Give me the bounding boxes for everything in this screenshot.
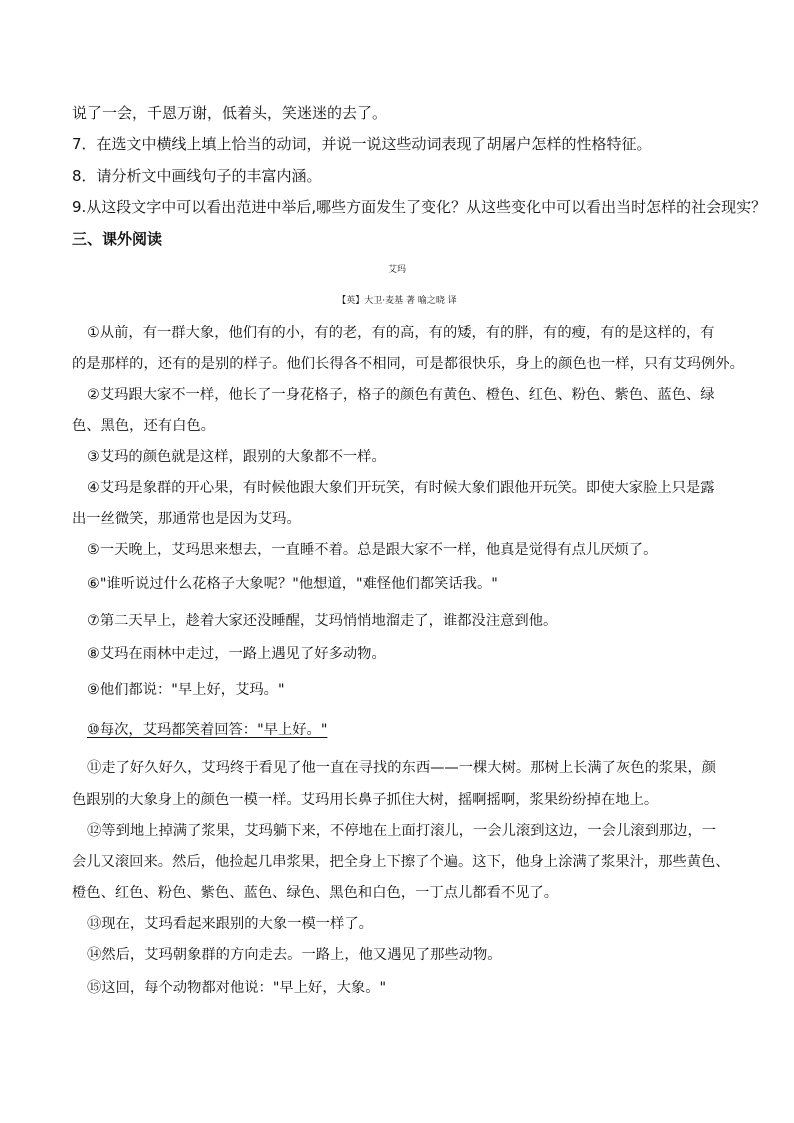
story-line: ③艾玛的颜色就是这样，跟别的大象都不一样。 — [87, 449, 386, 465]
underlined-sentence: ⑩每次，艾玛都笑着回答："早上好。" — [87, 722, 328, 738]
story-line: ⑫等到地上掉满了浆果，艾玛躺下来，不停地在上面打滚儿，一会儿滚到这边，一会儿滚到那边，一 — [87, 823, 717, 839]
story-line: 橙色、红色、粉色、紫色、蓝色、绿色、黑色和白色，一丁点儿都看不见了。 — [72, 885, 559, 901]
section-heading: 三、课外阅读 — [72, 230, 163, 248]
story-line: 色、黑色，还有白色。 — [72, 418, 215, 434]
story-author: 【英】大卫·麦基 著 喻之晓 译 — [337, 296, 457, 306]
story-line: ⑤一天晚上，艾玛思来想去，一直睡不着。总是跟大家不一样，他真是觉得有点儿厌烦了。 — [87, 542, 658, 558]
story-line: 出一丝微笑，那通常也是因为艾玛。 — [72, 511, 301, 527]
story-line: ⑦第二天早上，趁着大家还没睡醒，艾玛悄悄地溜走了，谁都没注意到他。 — [87, 613, 558, 629]
story-line: 的是那样的，还有的是别的样子。他们长得各不相同，可是都很快乐，身上的颜色也一样，只有艾玛例外。 — [72, 356, 744, 372]
story-line: ⑥"谁听说过什么花格子大象呢？"他想道，"难怪他们都笑话我。" — [87, 576, 498, 592]
question-8: 8．请分析文中画线句子的丰富内涵。 — [72, 167, 322, 185]
story-line: ⑧艾玛在雨林中走过，一路上遇见了好多动物。 — [87, 646, 386, 662]
story-line: 色跟别的大象身上的颜色一模一样。艾玛用长鼻子抓住大树，摇啊摇啊，浆果纷纷掉在地上。 — [72, 792, 659, 808]
question-9: 9.从这段文字中可以看出范进中举后,哪些方面发生了变化？从这些变化中可以看出当时怎样的社会现实？ — [72, 198, 767, 216]
story-line: ④艾玛是象群的开心果，有时候他跟大象们开玩笑，有时候大象们跟他开玩笑。即使大家脸上只是露 — [87, 480, 715, 496]
story-line: ⑪走了好久好久，艾玛终于看见了他一直在寻找的东西——一棵大树。那树上长满了灰色的浆果，颜 — [87, 760, 717, 776]
story-line: ⑨他们都说："早上好，艾玛。" — [87, 682, 285, 698]
story-line: ⑮这回，每个动物都对他说："早上好，大象。" — [87, 980, 387, 996]
story-title: 艾玛 — [387, 265, 406, 275]
story-line: ②艾玛跟大家不一样，他长了一身花格子，格子的颜色有黄色、橙色、红色、粉色、紫色、蓝色、绿 — [87, 387, 715, 403]
previous-text-fragment: 说了一会，千恩万谢，低着头，笑迷迷的去了。 — [72, 104, 388, 122]
story-line: 会儿又滚回来。然后，他捡起几串浆果，把全身上下擦了个遍。这下，他身上涂满了浆果汁，那些黄色、 — [72, 854, 730, 870]
question-7: 7．在选文中横线上填上恰当的动词，并说一说这些动词表现了胡屠户怎样的性格特征。 — [72, 135, 652, 153]
story-line: ⑬现在，艾玛看起来跟别的大象一模一样了。 — [87, 916, 373, 932]
story-line: ①从前，有一群大象，他们有的小，有的老，有的高，有的矮，有的胖，有的瘦，有的是这样的，有 — [87, 325, 715, 341]
story-line: ⑭然后，艾玛朝象群的方向走去。一路上，他又遇见了那些动物。 — [87, 947, 502, 963]
